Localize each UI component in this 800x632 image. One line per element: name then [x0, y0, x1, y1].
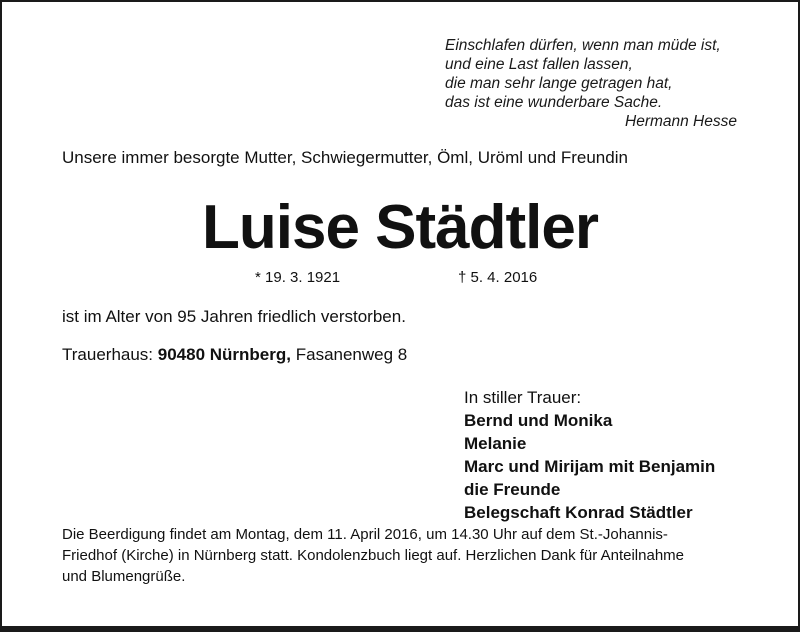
mourners-heading: In stiller Trauer: — [464, 388, 582, 407]
death-date: † 5. 4. 2016 — [458, 269, 538, 286]
hesse-quote — [445, 36, 745, 131]
mourners-block — [464, 386, 715, 524]
mourner-name: Bernd und Monika — [464, 411, 613, 430]
mourner-name: die Freunde — [464, 480, 561, 499]
age-text: ist im Alter von 95 Jahren friedlich verstorben. — [62, 307, 406, 326]
mourner-name: Marc und Mirijam mit Benjamin — [464, 457, 716, 476]
mourner-name: Belegschaft Konrad Städtler — [464, 503, 693, 522]
house-city: 90480 Nürnberg, — [157, 345, 291, 364]
quote-line: das ist eine wunderbare Sache. — [445, 94, 663, 111]
house-street: Fasanenweg 8 — [295, 345, 408, 364]
birth-date: * 19. 3. 1921 — [255, 269, 341, 286]
quote-author: Hermann Hesse — [625, 113, 737, 130]
deceased-name: Luise Städtler — [202, 193, 598, 262]
intro-text: Unsere immer besorgte Mutter, Schwiegermutter, Öml, Uröml und Freundin — [62, 148, 628, 167]
house-label: Trauerhaus: — [62, 345, 154, 364]
mourner-name: Melanie — [464, 434, 527, 453]
mourning-house — [62, 345, 407, 365]
funeral-details — [62, 524, 742, 587]
funeral-line: Friedhof (Kirche) in Nürnberg statt. Kondolenzbuch liegt auf. Herzlichen Dank für Anteilnahme — [62, 547, 684, 564]
funeral-line: Die Beerdigung findet am Montag, dem 11. April 2016, um 14.30 Uhr auf dem St.-Johannis- — [62, 526, 668, 543]
quote-line: und eine Last fallen lassen, — [445, 56, 633, 73]
funeral-line: und Blumengrüße. — [62, 568, 186, 585]
quote-line: Einschlafen dürfen, wenn man müde ist, — [445, 37, 721, 54]
quote-line: die man sehr lange getragen hat, — [445, 75, 673, 92]
bottom-rule — [0, 626, 800, 632]
